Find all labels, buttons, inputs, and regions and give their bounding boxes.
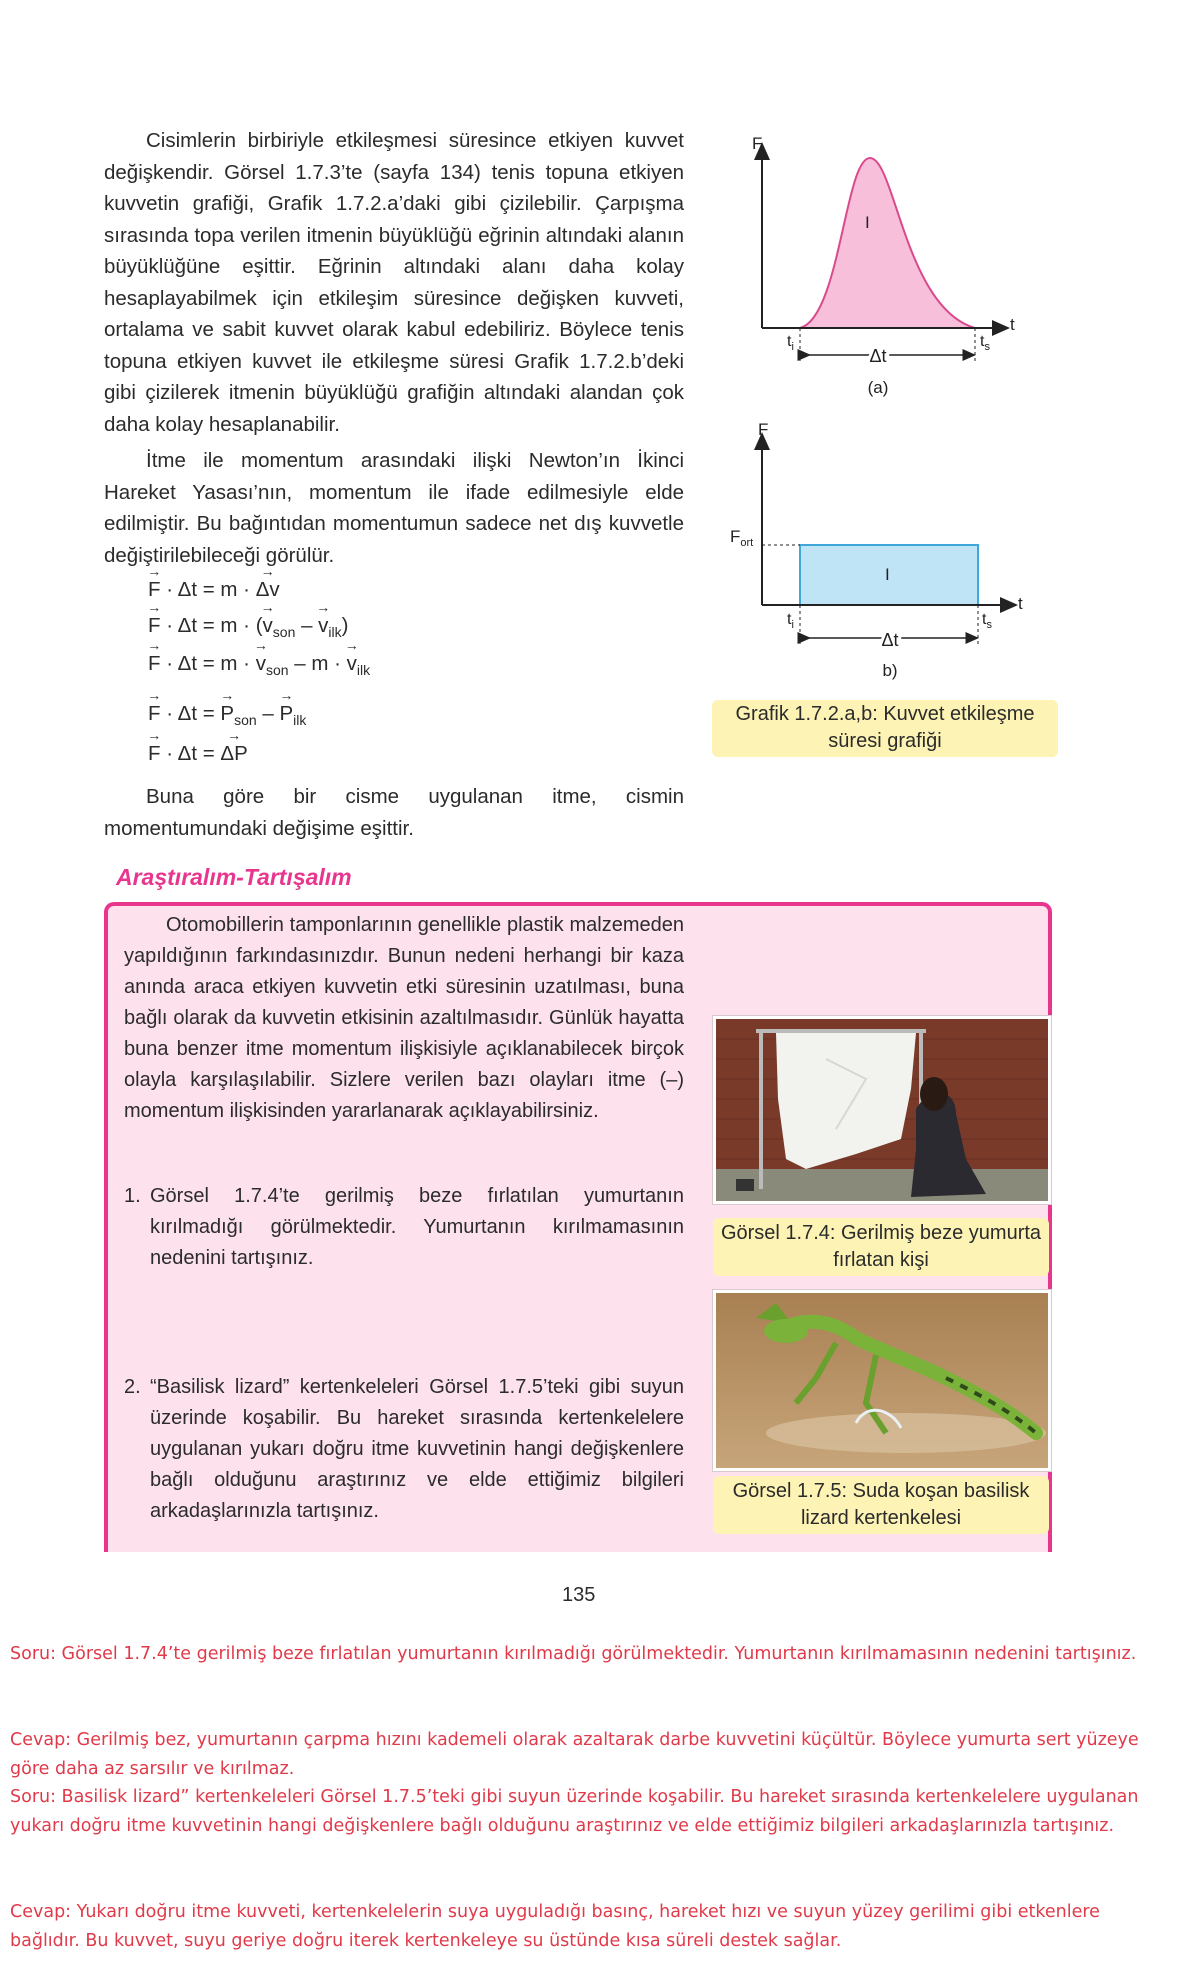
graph-a-delta-label: Δt	[869, 346, 887, 366]
page-number: 135	[562, 1584, 596, 1606]
graph-b-x-label: t	[1018, 594, 1023, 613]
graph-b	[730, 418, 1060, 686]
graph-a-ts: $t_s$	[980, 333, 990, 353]
qa-answer-2: Cevap: Yukarı doğru itme kuvveti, kertenkelelerin suya uyguladığı basınç, hareket hızı ve suyun yüzey gerilimi gibi etkenlere bağlıdır. Bu kuvvet, suyu geriye doğru iterek kertenkeleye su üstünde kısa süreli destek sağlar.	[10, 1902, 1100, 1951]
graph-a-x-label: t	[1010, 315, 1015, 334]
section-title: Araştıralım-Tartışalım	[116, 864, 352, 890]
graph-a-area-label: I	[865, 213, 870, 232]
equation-3: → F · Δt = m · → $v_{son}$ – m · → $v_{ilk}$	[148, 652, 370, 678]
graph-b-fort: $F_{ort}$	[730, 527, 754, 549]
graph-caption: Grafik 1.7.2.a,b: Kuvvet etkileşme süresi grafiği	[712, 700, 1058, 757]
graph-b-subcaption: b)	[882, 661, 898, 680]
question-1: Görsel 1.7.4’te gerilmiş beze fırlatılan yumurtanın kırılmadığı görülmektedir. Yumurtanın kırılmamasının nedenini tartışınız.	[150, 1185, 684, 1269]
momentum-paragraph: İtme ile momentum arasındaki ilişki Newton’ın İkinci Hareket Yasası’nın, momentum ile ifade edilmesiyle elde edilmiştir. Bu bağıntıdan momentumun sadece net dış kuvvetle değiştirilebileceği görülür.	[104, 449, 684, 567]
graph-a-y-label: F	[752, 134, 763, 153]
graph-a-subcaption: (a)	[867, 378, 889, 397]
graph-b-ti: $t_i$	[787, 611, 794, 631]
qa-question-2: Soru: Basilisk lizard” kertenkeleleri Görsel 1.7.5’teki gibi suyun üzerinde koşabilir. Bu hareket sırasında kertenkelelere uygulanan yukarı doğru itme kuvvetinin hangi değişkenlere bağlı olduğunu araştırınız ve elde ettiğimiz bilgileri arkadaşlarınızla tartışınız.	[10, 1787, 1139, 1836]
question-2: “Basilisk lizard” kertenkeleleri Görsel 1.7.5’teki gibi suyun üzerinde koşabilir. Bu hareket sırasında kertenkelelere uygulanan yukarı doğru itme kuvvetinin hangi değişkenlere bağlı olduğunu araştırınız ve elde ettiğimiz bilgileri arkadaşlarınızla tartışınız.	[150, 1376, 684, 1522]
conclusion-paragraph: Buna göre bir cisme uygulanan itme, cismin momentumundaki değişime eşittir.	[104, 785, 684, 840]
graph-b-y-label: F	[758, 420, 769, 439]
graph-b-ts: $t_s$	[982, 611, 992, 631]
question-1-number: 1.	[124, 1185, 141, 1207]
graph-b-delta-label: Δt	[881, 630, 899, 650]
equation-1: → F · Δt = m · → Δv	[148, 578, 280, 602]
qa-answer-1: Cevap: Gerilmiş bez, yumurtanın çarpma hızını kademeli olarak azaltarak darbe kuvvetini küçültür. Böylece yumurta sert yüzeye göre daha az sarsılır ve kırılmaz.	[10, 1730, 1139, 1779]
photo-1-caption: Görsel 1.7.4: Gerilmiş beze yumurta fırlatan kişi	[713, 1218, 1049, 1276]
box-intro: Otomobillerin tamponlarının genellikle plastik malzemeden yapıldığının farkındasınızdır. Bunun nedeni herhangi bir kaza anında araca etkiyen kuvvetin etki süresinin uzatılması, buna bağlı olarak da kuvvetin etkisinin azaltılmasıdır. Günlük hayatta buna benzer itme momentum ilişkisiyle açıklanabilecek birçok olayla karşılaşılabilir. Sizlere verilen bazı olayları itme (–) momentum ilişkisinden yararlanarak açıklayabilirsiniz.	[124, 914, 684, 1122]
equation-5: → F · Δt = → ΔP	[148, 742, 248, 766]
graph-a-ti: $t_i$	[787, 333, 794, 353]
graph-a-curve	[800, 158, 975, 328]
photo-egg-sheet	[713, 1016, 1051, 1204]
photo-2-caption: Görsel 1.7.5: Suda koşan basilisk lizard kertenkelesi	[713, 1476, 1049, 1534]
intro-paragraph: Cisimlerin birbiriyle etkileşmesi süresince etkiyen kuvvet değişkendir. Görsel 1.7.3’te (sayfa 134) tenis topuna etkiyen kuvvetin grafiği, Grafik 1.7.2.a’daki gibi çizilebilir. Çarpışma sırasında topa verilen itmenin büyüklüğü eğrinin altındaki alanın büyüklüğüne eşittir. Eğrinin altındaki alanı daha kolay hesaplayabilmek için etkileşim süresince değişken kuvveti, ortalama ve sabit kuvvet olarak kabul edebiliriz. Böylece tenis topuna etkiyen kuvvet ile etkileşme süresi Grafik 1.7.2.b’deki gibi çizilerek itmenin büyüklüğü grafiğin altındaki alandan çok daha kolay hesaplanabilir.	[104, 129, 684, 436]
graph-b-area-label: I	[885, 565, 890, 584]
photo-basilisk-lizard	[713, 1290, 1051, 1471]
question-2-number: 2.	[124, 1376, 141, 1398]
equation-2: → F · Δt = m · (→ $v_{son}$ – → $v_{ilk}$)	[148, 614, 348, 640]
qa-question-1: Soru: Görsel 1.7.4’te gerilmiş beze fırlatılan yumurtanın kırılmadığı görülmektedir. Yumurtanın kırılmamasının nedenini tartışınız.	[10, 1644, 1137, 1664]
equation-4: → F · Δt = → $P_{son}$ – → $P_{ilk}$	[148, 702, 306, 728]
graph-a	[730, 128, 1060, 408]
